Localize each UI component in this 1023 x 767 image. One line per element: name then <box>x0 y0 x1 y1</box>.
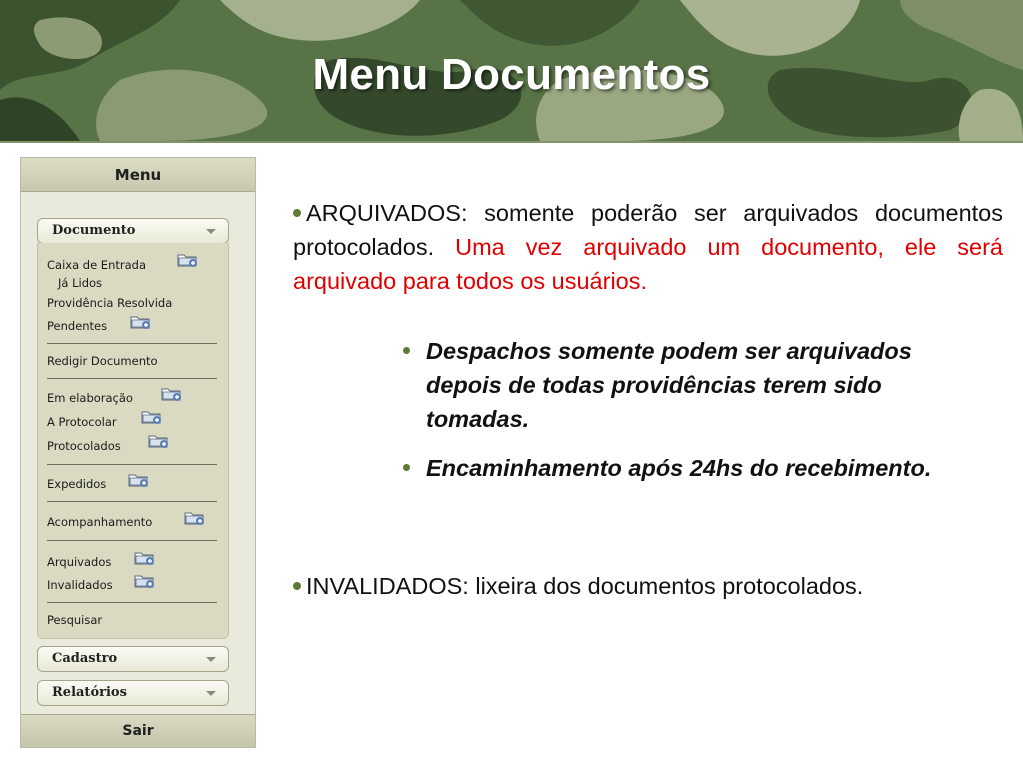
bullet-icon <box>293 209 301 217</box>
chevron-down-icon <box>206 691 216 696</box>
menu-item-em-elaboracao[interactable]: Em elaboração <box>47 391 133 405</box>
menu-item-arquivados[interactable]: Arquivados <box>47 555 112 569</box>
folder-add-icon[interactable] <box>184 510 206 526</box>
section-cadastro-label: Cadastro <box>52 651 118 666</box>
menu-item-a-protocolar[interactable]: A Protocolar <box>47 415 117 429</box>
menu-item-ja-lidos[interactable]: Já Lidos <box>58 276 103 290</box>
folder-add-icon[interactable] <box>148 433 170 449</box>
invalidados-text: lixeira dos documentos protocolados. <box>468 573 864 599</box>
folder-add-icon[interactable] <box>177 252 199 268</box>
folder-add-icon[interactable] <box>161 386 183 402</box>
folder-add-icon[interactable] <box>134 550 156 566</box>
menu-divider <box>47 464 217 465</box>
menu-item-protocolados[interactable]: Protocolados <box>47 439 121 453</box>
header-banner <box>0 0 1023 141</box>
chevron-down-icon <box>206 657 216 662</box>
sub-bullet-despachos-text: Despachos somente podem ser arquivados depois de todas providências terem sido tomadas. <box>426 338 912 432</box>
section-cadastro[interactable] <box>37 646 229 672</box>
folder-add-icon[interactable] <box>130 314 152 330</box>
menu-item-providencia-resolvida[interactable]: Providência Resolvida <box>47 296 173 310</box>
arquivados-warning: Uma vez arquivado um documento, ele será arquivado para todos os usuários. <box>293 234 1003 294</box>
folder-add-icon[interactable] <box>134 573 156 589</box>
menu-divider <box>47 602 217 603</box>
section-documento[interactable] <box>37 218 229 244</box>
menu-item-invalidados[interactable]: Invalidados <box>47 578 113 592</box>
bullet-icon <box>403 464 410 471</box>
bullet-icon <box>293 582 301 590</box>
section-relatorios-label: Relatórios <box>52 685 127 700</box>
invalidados-paragraph <box>293 569 1003 603</box>
menu-item-pendentes[interactable]: Pendentes <box>47 319 108 333</box>
menu-divider <box>47 540 217 541</box>
sair-button[interactable]: Sair <box>21 714 255 747</box>
section-documento-label: Documento <box>52 223 136 238</box>
chevron-down-icon <box>206 229 216 234</box>
arquivados-text: somente poderão ser arquivados documentos protocolados. <box>293 200 1003 260</box>
arquivados-paragraph <box>293 196 1003 298</box>
folder-add-icon[interactable] <box>141 409 163 425</box>
invalidados-label: INVALIDADOS: <box>306 573 469 599</box>
menu-divider <box>47 343 217 344</box>
bullet-icon <box>403 347 410 354</box>
menu-item-pesquisar[interactable]: Pesquisar <box>47 613 103 627</box>
menu-header: Menu <box>21 158 255 192</box>
banner-divider <box>0 141 1023 143</box>
slide-title: Menu Documentos <box>312 50 711 99</box>
menu-item-expedidos[interactable]: Expedidos <box>47 477 107 491</box>
folder-add-icon[interactable] <box>128 472 150 488</box>
sub-bullet-encaminhamento <box>403 451 963 485</box>
sub-bullet-despachos <box>403 334 963 436</box>
menu-item-caixa-entrada[interactable]: Caixa de Entrada <box>47 258 146 272</box>
menu-item-acompanhamento[interactable]: Acompanhamento <box>47 515 153 529</box>
arquivados-label: ARQUIVADOS: <box>306 200 468 226</box>
sub-bullet-encaminhamento-text: Encaminhamento após 24hs do recebimento. <box>426 455 932 481</box>
menu-divider <box>47 378 217 379</box>
menu-item-redigir-documento[interactable]: Redigir Documento <box>47 354 158 368</box>
menu-divider <box>47 501 217 502</box>
menu-panel <box>20 157 256 748</box>
section-relatorios[interactable] <box>37 680 229 706</box>
